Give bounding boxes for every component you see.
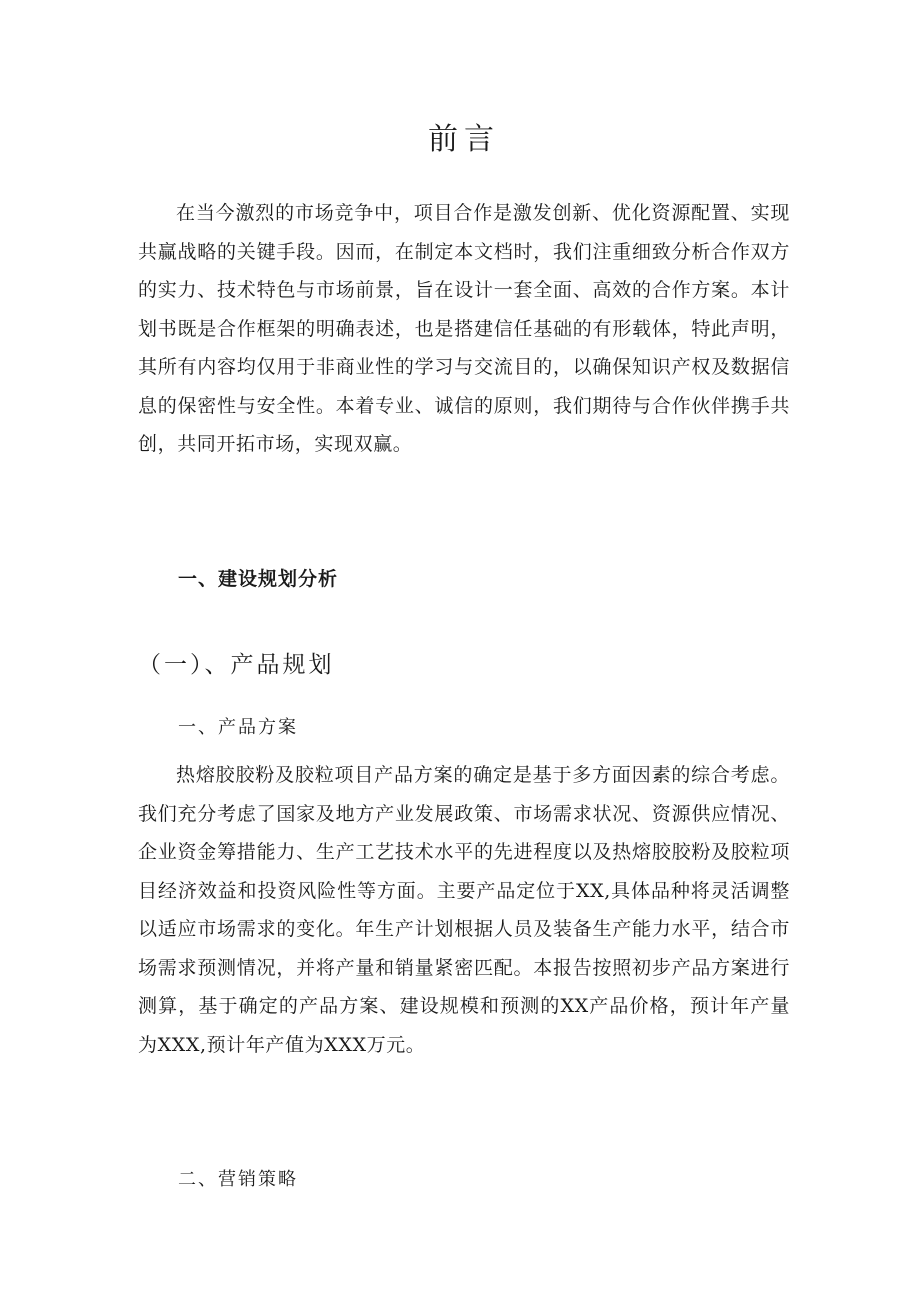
subsection-heading-product-planning: （一）、产品规划 [138, 652, 335, 678]
preface-paragraph: 在当今激烈的市场竞争中，项目合作是激发创新、优化资源配置、实现共赢战略的关键手段。因而，在制定本文档时，我们注重细致分析合作双方的实力、技术特色与市场前景，旨在设计一套全面、高效的合作方案。本计划书既是合作框架的明确表述，也是搭建信任基础的有形载体，特此声明，其所有内容均仅用于非商业性的学习与交流目的，以确保知识产权及数据信息的保密性与安全性。本着专业、诚信的原则，我们期待与合作伙伴携手共创，共同开拓市场，实现双赢。 [138, 202, 790, 455]
product-scheme-paragraph: 热熔胶胶粉及胶粒项目产品方案的确定是基于多方面因素的综合考虑。我们充分考虑了国家及地方产业发展政策、市场需求状况、资源供应情况、企业资金筹措能力、生产工艺技术水平的先进程度以及热熔胶胶粉及胶粒项目经济效益和投资风险性等方面。主要产品定位于XX,具体品种将灵活调整以适应市场需求的变化。年生产计划根据人员及装备生产能力水平，结合市场需求预测情况，并将产量和销量紧密匹配。本报告按照初步产品方案进行测算，基于确定的产品方案、建设规模和预测的XX产品价格，预计年产量为XXX,预计年产值为XXX万元。 [138, 764, 790, 1056]
item-heading-product-scheme: 一、产品方案 [178, 717, 298, 738]
section-heading-construction-planning: 一、建设规划分析 [178, 568, 339, 590]
item-heading-marketing-strategy: 二、营销策略 [178, 1169, 298, 1190]
page-title: 前言 [428, 122, 500, 157]
